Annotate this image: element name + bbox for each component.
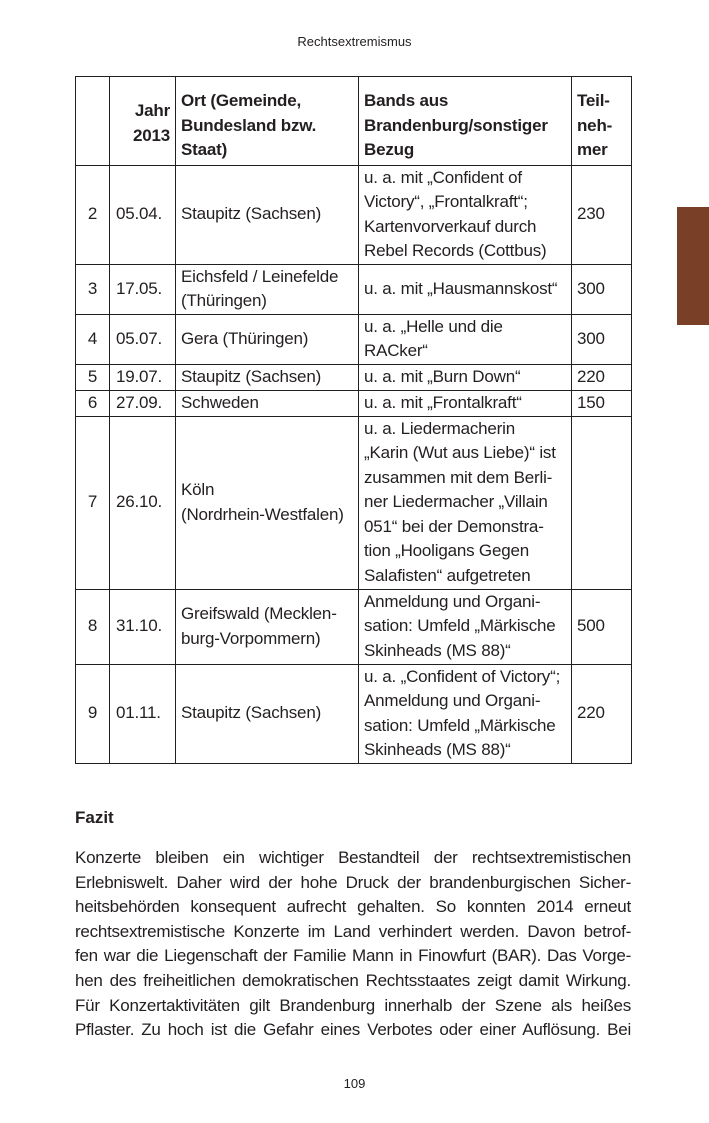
row-place-line: Staupitz (Sachsen): [181, 204, 322, 224]
row-bands-line: Victory“, „Frontalkraft“;: [364, 192, 528, 211]
paragraph-line: Konzerte bleiben ein wichtiger Bestandteil der rechtsextremistischen: [75, 848, 631, 867]
header-bands: [359, 77, 572, 166]
row-place: [176, 364, 359, 390]
row-bands-line: „Karin (Wut aus Liebe)“ ist: [364, 443, 556, 463]
header-place-line: Bundesland bzw.: [181, 115, 317, 135]
row-participants: 300: [572, 314, 632, 364]
row-bands-line: 051“ bei der Demonstra-: [364, 516, 544, 536]
paragraph-line: Pflaster. Zu hoch ist die Gefahr eines Verbotes oder einer Auflösung. Bei: [75, 1020, 631, 1040]
row-participants: 150: [572, 390, 632, 416]
row-number: 7: [76, 416, 110, 589]
table-row: [76, 664, 632, 763]
row-bands-line: Skinheads (MS 88)“: [364, 640, 511, 660]
paragraph-line: fen war die Liegenschaft der Familie Mann in Finowfurt (BAR). Das Vorge-: [75, 946, 631, 966]
row-bands-line: u. a. mit „Frontalkraft“: [364, 392, 522, 412]
table-header-row: [76, 77, 632, 166]
row-participants: [572, 416, 632, 589]
row-bands-line: tion „Hooligans Gegen: [364, 541, 529, 561]
section-heading: Fazit: [75, 808, 114, 827]
header-bands-line: Bezug: [364, 140, 415, 159]
row-number: 4: [76, 314, 110, 364]
row-participants: 220: [572, 664, 632, 763]
header-participants-line: neh-: [577, 115, 613, 135]
row-number: 6: [76, 390, 110, 416]
paragraph-line: rechtsextremistische Konzerte im Land verhindert werden. Davon betrof-: [75, 921, 631, 941]
row-bands-line: Rebel Records (Cottbus): [364, 241, 547, 260]
table-row: [76, 390, 632, 416]
paragraph-line: hen des freiheitlichen demokratischen Rechtsstaates zeigt damit Wirkung.: [75, 970, 631, 990]
paragraph-line: Erlebniswelt. Daher wird der hohe Druck der brandenburgischen Sicher-: [75, 872, 631, 892]
row-bands-line: u. a. mit „Confident of: [364, 167, 522, 187]
row-bands-line: u. a. „Helle und die: [364, 316, 503, 336]
row-bands-line: u. a. mit „Hausmannskost“: [364, 278, 558, 298]
row-place-line: Staupitz (Sachsen): [181, 703, 322, 723]
paragraph-line: heitsbehörden konsequent aufrecht gehalten. So konnten 2014 erneut: [75, 897, 631, 917]
row-place-line: Eichsfeld / Leinefelde: [181, 266, 339, 286]
row-date: 17.05.: [110, 264, 176, 314]
row-participants: 500: [572, 589, 632, 664]
row-bands-line: u. a. mit „Burn Down“: [364, 366, 521, 386]
row-bands-line: Salafisten“ aufgetreten: [364, 565, 531, 585]
row-place: [176, 416, 359, 589]
row-date: 27.09.: [110, 390, 176, 416]
row-place-line: burg-Vorpommern): [181, 628, 321, 648]
row-bands: [359, 165, 572, 264]
row-bands-line: Skinheads (MS 88)“: [364, 740, 511, 759]
row-place-line: (Nordrhein-Westfalen): [181, 504, 344, 524]
row-participants: 220: [572, 364, 632, 390]
row-date: 05.04.: [110, 165, 176, 264]
row-date: 19.07.: [110, 364, 176, 390]
row-place: [176, 264, 359, 314]
row-bands: [359, 314, 572, 364]
table-row: [76, 264, 632, 314]
table-body: [76, 165, 632, 763]
row-bands-line: RACker“: [364, 341, 428, 360]
running-head: Rechtsextremismus: [297, 34, 412, 49]
row-date: 26.10.: [110, 416, 176, 589]
row-number: 5: [76, 364, 110, 390]
row-bands: [359, 589, 572, 664]
header-place-line: Staat): [181, 140, 228, 159]
row-number: 9: [76, 664, 110, 763]
row-place: [176, 314, 359, 364]
paragraph-line: Für Konzertaktivitäten gilt Brandenburg innerhalb der Szene als heißes: [75, 995, 631, 1015]
row-bands: [359, 364, 572, 390]
row-bands-line: Anmeldung und Organi-: [364, 591, 541, 611]
row-place-line: Schweden: [181, 392, 259, 412]
body-paragraph: [75, 846, 631, 1043]
row-place: [176, 589, 359, 664]
table-row: [76, 314, 632, 364]
row-number: 8: [76, 589, 110, 664]
row-date: 05.07.: [110, 314, 176, 364]
row-place-line: (Thüringen): [181, 291, 267, 310]
row-bands: [359, 390, 572, 416]
row-place-line: Staupitz (Sachsen): [181, 366, 322, 386]
row-bands-line: u. a. „Confident of Victory“;: [364, 666, 561, 686]
row-number: 3: [76, 264, 110, 314]
row-bands: [359, 264, 572, 314]
header-year-line: 2013: [132, 125, 170, 145]
row-bands: [359, 416, 572, 589]
row-number: 2: [76, 165, 110, 264]
row-date: 31.10.: [110, 589, 176, 664]
row-place: [176, 165, 359, 264]
concert-events-table: [75, 76, 632, 764]
row-bands-line: zusammen mit dem Berli-: [364, 467, 553, 487]
row-bands-line: Anmeldung und Organi-: [364, 691, 541, 710]
table-row: [76, 589, 632, 664]
header-year: [110, 77, 176, 166]
row-bands-line: ner Liedermacher „Villain: [364, 492, 548, 512]
table-row: [76, 165, 632, 264]
row-bands-line: sation: Umfeld „Märkische: [364, 616, 556, 636]
row-bands: [359, 664, 572, 763]
row-participants: 230: [572, 165, 632, 264]
row-place: [176, 390, 359, 416]
row-place-line: Gera (Thüringen): [181, 328, 309, 348]
header-participants-line: mer: [577, 140, 608, 159]
table-row: [76, 416, 632, 589]
header-bands-line: Bands aus: [364, 91, 449, 110]
row-place-line: Köln: [181, 480, 215, 499]
row-bands-line: u. a. Liedermacherin: [364, 418, 515, 438]
header-place-line: Ort (Gemeinde,: [181, 91, 302, 110]
row-place-line: Greifswald (Mecklen-: [181, 604, 337, 623]
chapter-thumb-tab: [677, 207, 709, 325]
row-place: [176, 664, 359, 763]
row-participants: 300: [572, 264, 632, 314]
header-participants-line: Teil-: [577, 91, 610, 110]
row-bands-line: Kartenvorverkauf durch: [364, 216, 537, 236]
page-number: 109: [343, 1076, 366, 1091]
header-year-line: Jahr: [134, 101, 170, 121]
row-bands-line: sation: Umfeld „Märkische: [364, 715, 556, 735]
header-participants: [572, 77, 632, 166]
header-number: [76, 77, 110, 166]
header-place: [176, 77, 359, 166]
table-row: [76, 364, 632, 390]
header-bands-line: Brandenburg/sonstiger: [364, 115, 548, 135]
row-date: 01.11.: [110, 664, 176, 763]
